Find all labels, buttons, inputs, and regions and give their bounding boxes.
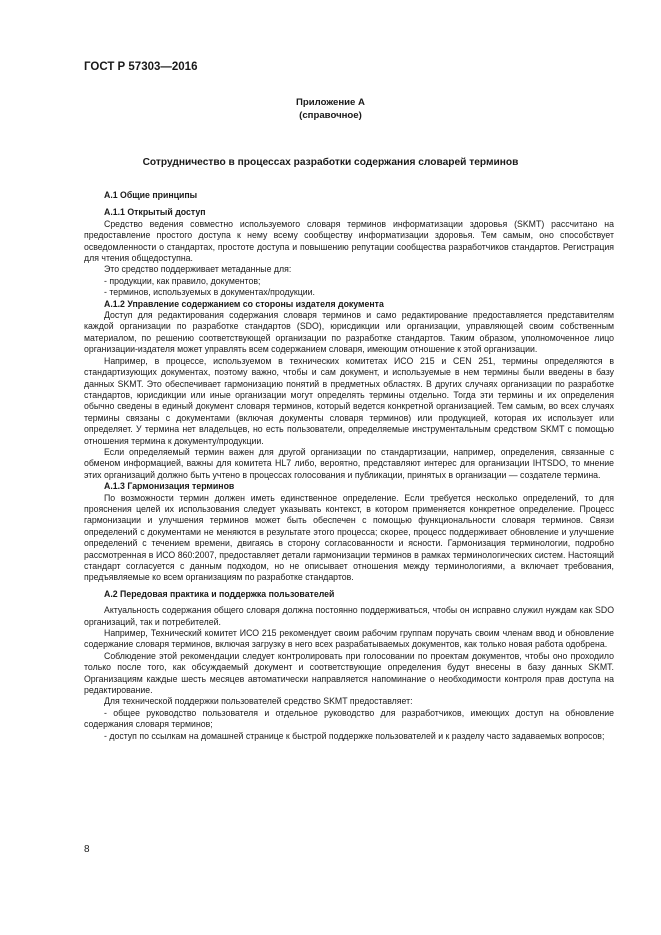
section-heading: А.2 Передовая практика и поддержка пользователей [104,588,335,599]
page-number: 8 [84,844,90,855]
paragraph: Это средство поддерживает метаданные для: [104,264,292,275]
paragraph: Доступ для редактирования содержания словаря терминов и само редактирование предоставляется представителям каждой организации по разработке стандартов (SDO), юрисдикции или организации, управляющей своим собственным материалом, по решению соответствующей организации по разработке стандартов. Таким образом, уполномоченное лицо организации-издателя может управлять всем содержанием словаря, имеющим отношение к этой организации. [84,310,614,355]
paragraph: Средство ведения совместно используемого словаря терминов информатизации здоровья (SKMT) рассчитано на предоставление простого доступа к нему всему сообществу информатизации здоровья. Тем самым, оно способствует осведомленности о стандартах, простоте доступа и повышению репутации сообщества разработчиков стандартов. Регистрация для чтения общедоступна. [84,218,614,264]
list-item: - доступ по ссылкам на домашней странице к быстрой поддержке пользователей и к разделу часто задаваемых вопросов; [104,730,605,741]
subsection-heading: А.1.3 Гармонизация терминов [104,481,235,492]
paragraph: Для технической поддержки пользователей средство SKMT предоставляет: [104,696,413,707]
appendix-subtitle: (справочное) [299,110,362,121]
subsection-heading: А.1.2 Управление содержанием со стороны издателя документа [104,298,384,309]
paragraph: Например, в процессе, используемом в технических комитетах ИСО 215 и CEN 251, термины определяются в стандартизующих документах, поэтому важно, чтобы и сам документ, и используемые в нем термины были введены в базу данных SKMT. Это обеспечивает гармонизацию понятий в предметных областях. В других случаях организации по разработке стандартов, юрисдикции или иные организации могут определять термины отдельно. Тогда эти термины и их определения обычно сведены в единый документ словаря терминов, который ведется конкретной организацией. Тем самым, во всех случаях термины связаны с документами (включая документы словаря терминов) или продукцией, которая их использует или определяет. У термина нет владельцев, но есть пользователи, определяемые инструментальным средством SKMT с помощью отношения термина к документу/продукции. [84,355,614,446]
paragraph: Если определяемый термин важен для другой организации по стандартизации, например, определения, связанные с обменом информацией, важны для комитета HL7 либо, вероятно, представляют интерес для организации IHTSDO, то мнение этих организаций должно быть учтено в процессах голосования и публикации, принятых в организации — создателе термина. [84,446,614,480]
appendix-title: Приложение А [296,97,365,108]
section-heading: А.1 Общие принципы [104,190,198,200]
paragraph: Актуальность содержания общего словаря должна постоянно поддерживаться, чтобы он исправно служил нуждам как SDO организаций, так и потребителей. [84,605,614,627]
list-item: - общее руководство пользователя и отдельное руководство для разработчиков, имеющих доступ на обновление содержания словаря терминов; [84,707,614,730]
list-item: - терминов, используемых в документах/продукции. [104,287,315,298]
page-title: Сотрудничество в процессах разработки содержания словарей терминов [142,157,519,168]
paragraph: По возможности термин должен иметь единственное определение. Если требуется несколько определений, то для прояснения целей их использования следует указывать контекст, в котором применяется конкретное определение. Процесс гармонизации и улучшения терминов может быть обеспечен с помощью функциональности словаря терминов. Связи определений с документами не меняются в результате этого процесса; скорее, процесс поддерживает обновление и улучшение определений с течением времени, двигаясь в сторону согласованности и ясности. Гармонизация терминологии, подробно рассмотренная в ИСО 860:2007, предоставляет детали гармонизации терминов в рамках терминологических систем. Настоящий стандарт согласуется с данным подходом, но не описывает отношения между терминологиями, а включает требования, предъявляемые ко всем организациям по разработке стандартов. [84,492,614,583]
document-body [84,190,614,742]
list-item: - продукции, как правило, документов; [104,275,261,286]
document-header: ГОСТ Р 57303—2016 [84,61,198,73]
paragraph: Соблюдение этой рекомендации следует контролировать при голосовании по проектам документов, чтобы оно проходило только после того, как обсуждаемый документ и соответствующие определения будут внесены в базу данных SKMT. Организациям каждые шесть месяцев автоматически направляется напоминание о необходимости контроля прав доступа на редактирование. [84,650,614,696]
subsection-heading: А.1.1 Открытый доступ [104,207,206,218]
paragraph: Например, Технический комитет ИСО 215 рекомендует своим рабочим группам поручать своим членам ввод и обновление содержание словаря терминов, включая загрузку в него всех разрабатываемых документов, как только новая работа одобрена. [84,628,614,650]
